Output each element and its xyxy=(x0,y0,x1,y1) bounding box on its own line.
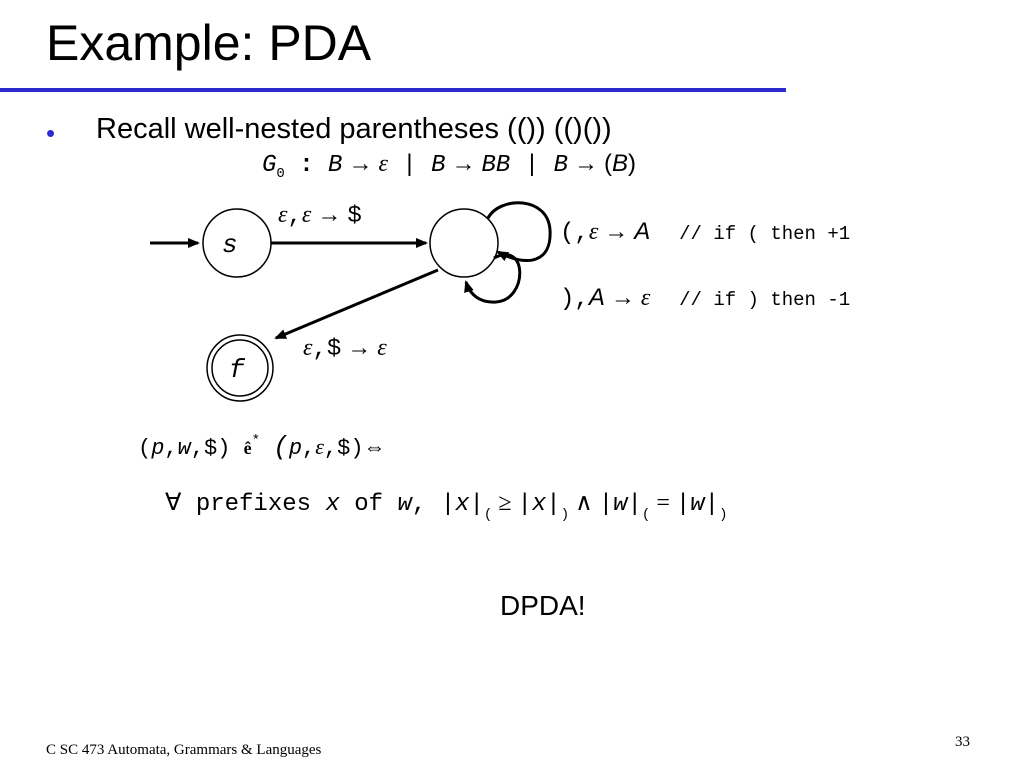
state-s-label: s xyxy=(222,230,238,260)
rule-bar-1: | xyxy=(387,152,432,179)
cond-forall: ∀ xyxy=(165,490,182,516)
cond-x-open-count: |x| xyxy=(440,491,484,518)
label-close-push: ε xyxy=(640,285,651,311)
cond-w: w xyxy=(397,491,412,518)
label-accept-comma: , xyxy=(312,336,327,363)
label-accept-input: ε xyxy=(303,335,313,361)
slide-title: Example: PDA xyxy=(46,15,372,71)
cond-geq: ≥ xyxy=(492,490,518,516)
config-comma-3: , xyxy=(302,436,316,461)
page-number: 33 xyxy=(955,734,970,750)
grammar-subscript: 0 xyxy=(276,166,285,182)
cond-x-close-sub: ) xyxy=(560,507,570,523)
config-p2: p xyxy=(288,436,303,461)
state-q xyxy=(430,209,498,277)
configuration-line xyxy=(138,432,386,462)
cond-w-close-sub: ) xyxy=(719,507,728,523)
cond-x-close-count: |x| xyxy=(517,491,561,518)
cond-text-1: prefixes xyxy=(181,491,326,518)
conclusion-text: DPDA! xyxy=(500,590,586,621)
config-w: w xyxy=(177,436,191,461)
config-open-2: ( xyxy=(273,432,289,462)
cond-w-open-sub: ( xyxy=(641,507,651,523)
grammar-colon: : xyxy=(284,152,329,179)
label-close-arrow: → xyxy=(604,285,641,311)
config-comma-4: , xyxy=(323,436,338,461)
label-close-loop xyxy=(560,284,850,313)
config-p1: p xyxy=(151,436,165,461)
state-f-label: f xyxy=(229,355,245,385)
cond-and: ∧ xyxy=(569,490,599,516)
label-accept-arrow: → xyxy=(341,335,378,361)
label-open-input: (, xyxy=(560,220,589,247)
cond-eq: = xyxy=(650,490,676,516)
rule1-rhs: ε xyxy=(378,151,388,177)
cond-w-close-count: |w| xyxy=(675,491,720,518)
config-star: * xyxy=(251,433,261,449)
rule3-var: B xyxy=(611,150,628,177)
config-dollar-1: $) xyxy=(204,436,231,461)
label-open-push: A xyxy=(634,218,651,245)
rule3-open-paren: ( xyxy=(603,150,612,177)
footer-course: C SC 473 Automata, Grammars & Languages xyxy=(46,742,322,758)
rule2-rhs: BB xyxy=(481,152,511,179)
cond-x: x xyxy=(325,491,340,518)
bullet-marker: • xyxy=(46,118,56,148)
label-start-arrow: → xyxy=(311,202,348,228)
label-open-arrow: → xyxy=(598,219,635,245)
label-open-loop xyxy=(560,218,850,247)
label-close-input: ), xyxy=(560,286,589,313)
rule3-lhs: B xyxy=(553,152,568,179)
transition-q-to-f xyxy=(276,270,438,338)
label-accept-transition xyxy=(303,335,387,363)
grammar-symbol: G xyxy=(262,152,277,179)
rule1-lhs: B xyxy=(328,152,343,179)
config-dollar-2: $) xyxy=(337,436,364,461)
rule2-arrow: → xyxy=(445,151,482,177)
label-open-comment: // if ( then +1 xyxy=(679,223,851,245)
label-start-push: $ xyxy=(347,203,362,230)
label-start-comma: , xyxy=(287,203,302,230)
label-open-pop: ε xyxy=(588,219,599,245)
label-start-pop: ε xyxy=(301,202,312,228)
cond-text-2: of xyxy=(339,491,398,518)
bullet-text: Recall well-nested parentheses (()) (()()) xyxy=(96,113,612,145)
rule1-arrow: → xyxy=(342,151,379,177)
config-open: ( xyxy=(138,436,152,461)
config-comma-2: , xyxy=(190,436,205,461)
rule-bar-2: | xyxy=(510,152,554,179)
rule2-lhs: B xyxy=(431,152,446,179)
rule3-arrow: → xyxy=(567,151,604,177)
config-yields: ê xyxy=(243,438,252,458)
config-eps: ε xyxy=(315,434,324,459)
config-comma-1: , xyxy=(164,436,178,461)
cond-w-open-count: |w| xyxy=(598,491,642,518)
rule3-close-paren: ) xyxy=(627,150,636,177)
cond-comma: , xyxy=(411,491,441,518)
label-start-input: ε xyxy=(278,202,288,228)
cond-x-open-sub: ( xyxy=(483,507,493,523)
label-close-comment: // if ) then -1 xyxy=(679,289,851,311)
label-close-pop: A xyxy=(588,284,605,311)
config-iff: ⇔ xyxy=(363,434,386,459)
label-start-transition xyxy=(278,202,362,230)
condition-line xyxy=(165,488,728,523)
label-accept-push: ε xyxy=(377,335,387,361)
label-accept-pop: $ xyxy=(326,336,342,363)
